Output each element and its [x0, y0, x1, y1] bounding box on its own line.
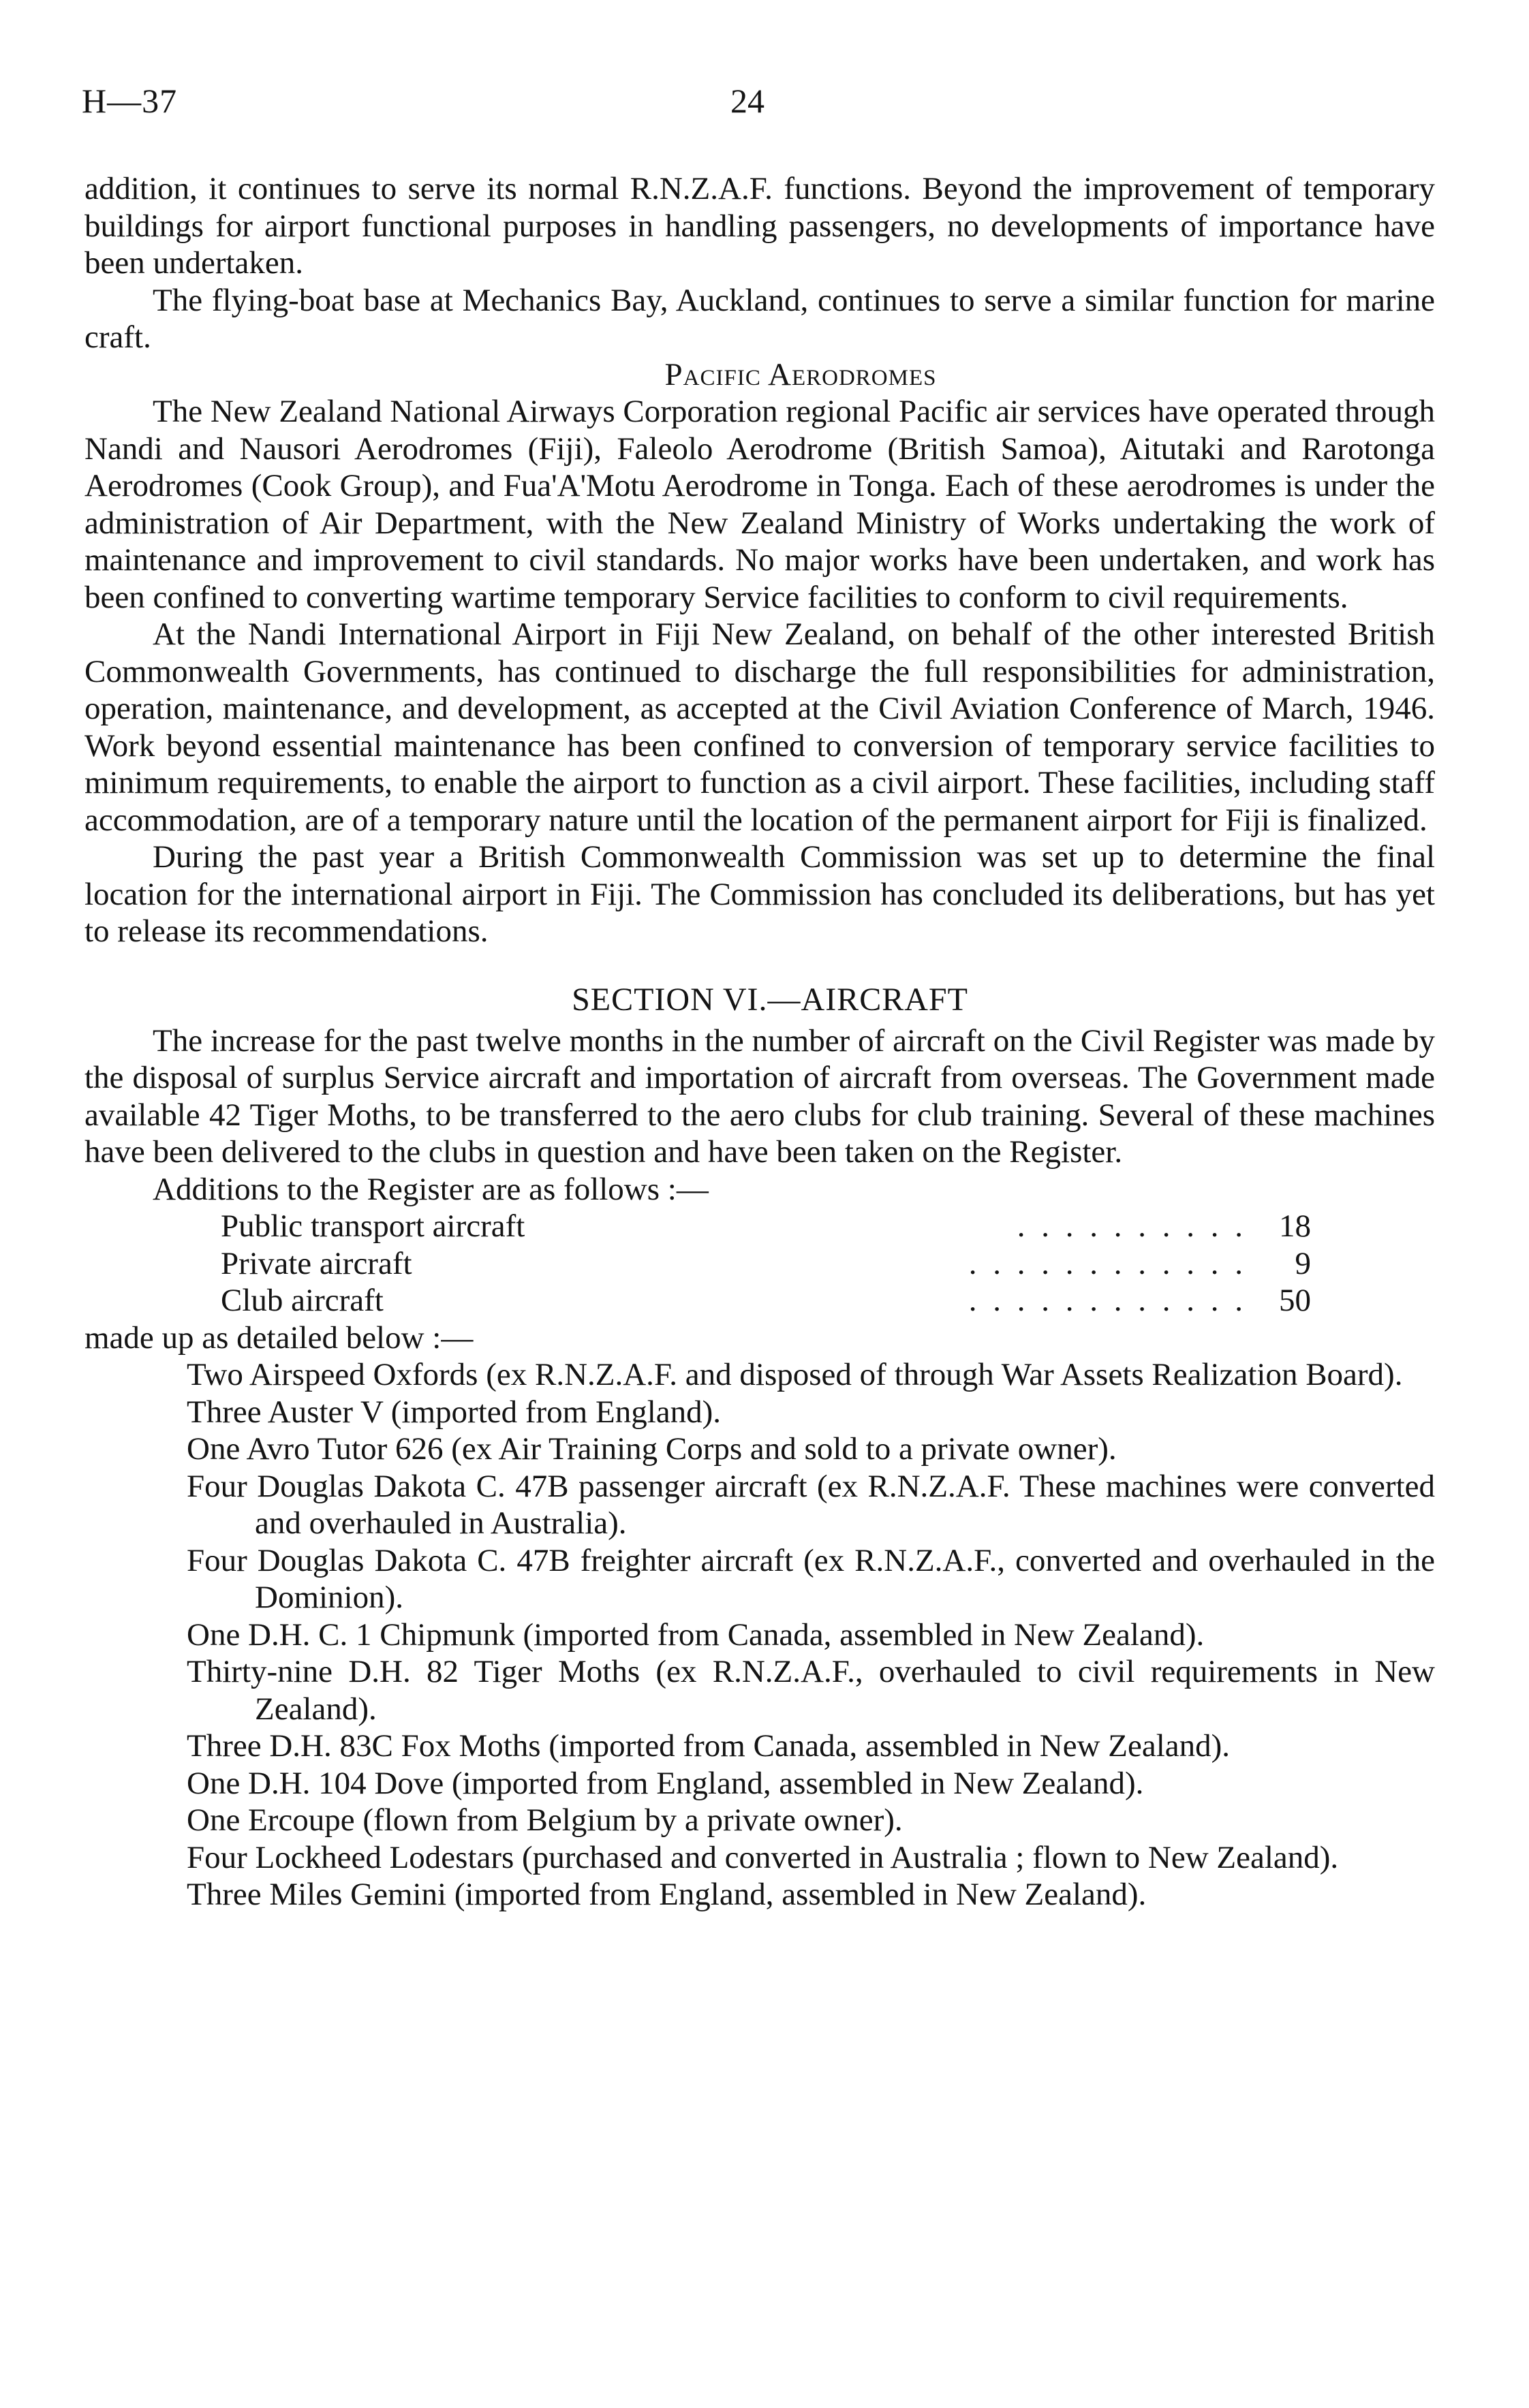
list-item: Four Lockheed Lodestars (purchased and converted in Australia ; flown to New Zealand). — [187, 1839, 1339, 1875]
paragraph-commission: During the past year a British Commonwealth Commission was set up to determine the final location for the international airport in Fiji. The Commission has concluded its deliberations, but has yet to release its recommendations. — [84, 839, 1435, 949]
dot-leader: . . . . . . . . . . — [1017, 1208, 1247, 1244]
heading-section-vi-aircraft: SECTION VI.—AIRCRAFT — [572, 981, 968, 1018]
list-item: Three D.H. 83C Fox Moths (imported from Canada, assembled in New Zealand). — [187, 1728, 1231, 1764]
body-text — [84, 170, 1435, 1913]
list-item: Thirty-nine D.H. 82 Tiger Moths (ex R.N.Z.A.F., overhauled to civil requirements in New Zealand). — [187, 1654, 1435, 1727]
document-code: H—37 — [82, 82, 178, 120]
additions-row — [221, 1282, 1311, 1319]
list-item: Three Auster V (imported from England). — [187, 1394, 722, 1430]
list-item: One Ercoupe (flown from Belgium by a private owner). — [187, 1802, 903, 1838]
aircraft-list — [187, 1356, 1435, 1913]
paragraph-flying-boat-base: The flying-boat base at Mechanics Bay, Auckland, continues to serve a similar function for marine craft. — [84, 282, 1435, 355]
additions-label: Private aircraft — [221, 1245, 412, 1281]
additions-label: Club aircraft — [221, 1283, 384, 1318]
list-item: Three Miles Gemini (imported from England, assembled in New Zealand). — [187, 1877, 1147, 1912]
additions-count: 18 — [1279, 1208, 1311, 1244]
list-item: Four Douglas Dakota C. 47B freighter aircraft (ex R.N.Z.A.F., converted and overhauled in the Dominion). — [187, 1542, 1435, 1615]
additions-table — [221, 1208, 1311, 1319]
page-number: 24 — [730, 82, 764, 120]
additions-label: Public transport aircraft — [221, 1208, 525, 1244]
dot-leader: . . . . . . . . . . . . — [968, 1245, 1247, 1281]
list-item: Two Airspeed Oxfords (ex R.N.Z.A.F. and disposed of through War Assets Realization Board). — [187, 1357, 1403, 1392]
heading-pacific-aerodromes: Pacific Aerodromes — [664, 356, 937, 392]
paragraph-aircraft-increase: The increase for the past twelve months in the number of aircraft on the Civil Register was made by the disposal of surplus Service aircraft and importation of aircraft from overseas. The Government made available 42 Tiger Moths, to be transferred to the aero clubs for club training. Several of these machines have been delivered to the clubs in question and have been taken on the Register. — [84, 1022, 1435, 1170]
additions-count: 50 — [1279, 1283, 1311, 1318]
additions-intro: Additions to the Register are as follows :— — [153, 1171, 709, 1207]
detail-intro: made up as detailed below :— — [84, 1319, 474, 1356]
list-item: One Avro Tutor 626 (ex Air Training Corps and sold to a private owner). — [187, 1431, 1117, 1467]
paragraph-nandi-airport: At the Nandi International Airport in Fiji New Zealand, on behalf of the other interested British Commonwealth Governments, has continued to discharge the full responsibilities for administration, operation, maintenance, and development, as accepted at the Civil Aviation Conference of March, 1946. Work beyond essential maintenance has been confined to conversion of temporary service facilities to minimum requirements, to enable the airport to function as a civil airport. These facilities, including staff accommodation, are of a temporary nature until the location of the permanent airport for Fiji is finalized. — [84, 616, 1435, 838]
additions-row — [221, 1245, 1311, 1283]
additions-row — [221, 1208, 1311, 1245]
list-item: Four Douglas Dakota C. 47B passenger aircraft (ex R.N.Z.A.F. These machines were converted and overhauled in Australia). — [187, 1468, 1435, 1541]
list-item: One D.H. C. 1 Chipmunk (imported from Canada, assembled in New Zealand). — [187, 1616, 1205, 1653]
dot-leader: . . . . . . . . . . . . — [968, 1283, 1247, 1318]
paragraph-continued: addition, it continues to serve its normal R.N.Z.A.F. functions. Beyond the improvement of temporary buildings for airport functional purposes in handling passengers, no developments of importance have been undertaken. — [84, 171, 1435, 281]
paragraph-pacific-services: The New Zealand National Airways Corporation regional Pacific air services have operated through Nandi and Nausori Aerodromes (Fiji), Faleolo Aerodrome (British Samoa), Aitutaki and Rarotonga Aerodromes (Cook Group), and Fua'A'Motu Aerodrome in Tonga. Each of these aerodromes is under the administration of Air Department, with the New Zealand Ministry of Works undertaking the work of maintenance and improvement to civil standards. No major works have been undertaken, and work has been confined to converting wartime temporary Service facilities to conform to civil requirements. — [84, 394, 1435, 615]
additions-count: 9 — [1295, 1245, 1311, 1281]
list-item: One D.H. 104 Dove (imported from England, assembled in New Zealand). — [187, 1765, 1144, 1801]
